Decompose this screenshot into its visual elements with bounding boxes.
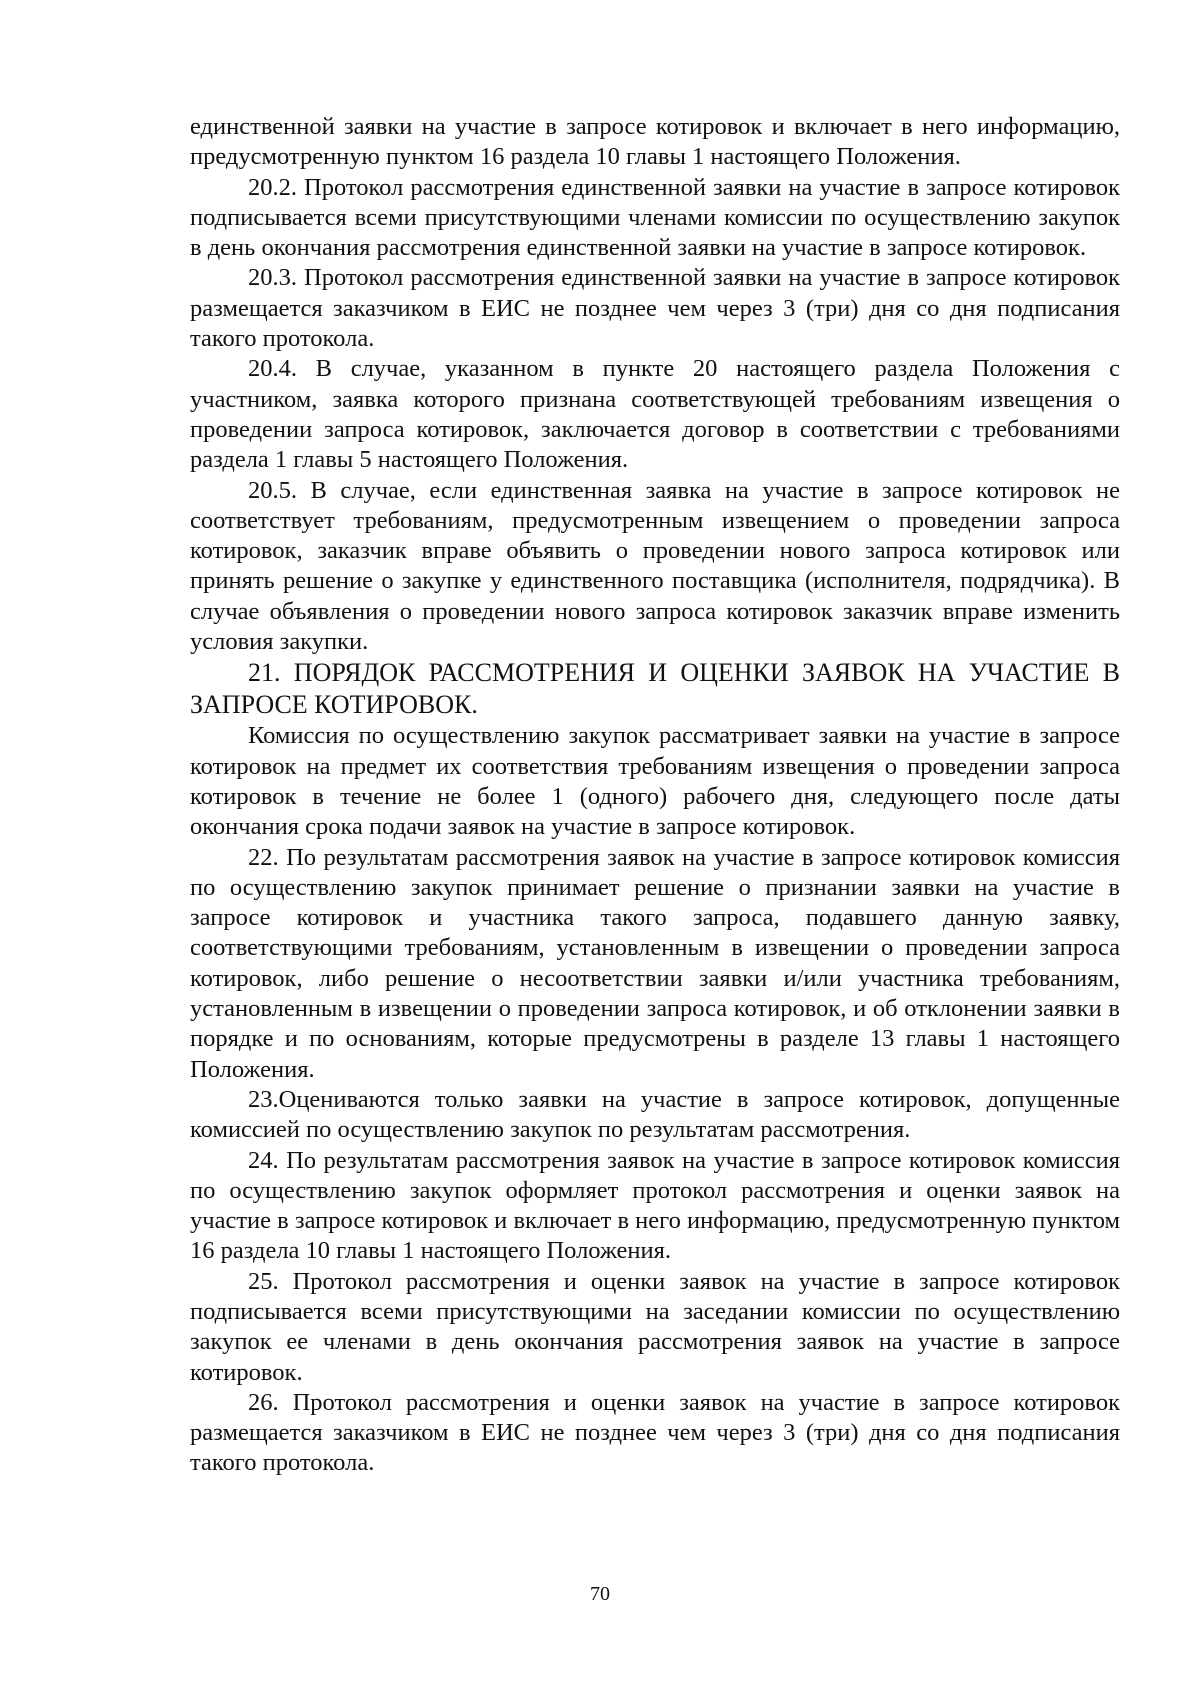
paragraph-20-2: 20.2. Протокол рассмотрения единственной заявки на участие в запросе котировок подписывается всеми присутствующими членами комиссии по осуществлению закупок в день окончания рассмотрения единственной заявки на участие в запросе котировок.: [190, 173, 1120, 262]
paragraph-24: 24. По результатам рассмотрения заявок на участие в запросе котировок комиссия по осуществлению закупок оформляет протокол рассмотрения и оценки заявок на участие в запросе котировок и включает в него информацию, предусмотренную пунктом 16 раздела 10 главы 1 настоящего Положения.: [190, 1146, 1120, 1265]
section-heading-21: 21. ПОРЯДОК РАССМОТРЕНИЯ И ОЦЕНКИ ЗАЯВОК НА УЧАСТИЕ В ЗАПРОСЕ КОТИРОВОК.: [190, 658, 1120, 720]
paragraph-20-3: 20.3. Протокол рассмотрения единственной заявки на участие в запросе котировок размещается заказчиком в ЕИС не позднее чем через 3 (три) дня со дня подписания такого протокола.: [190, 264, 1120, 353]
page-number: 70: [590, 1583, 610, 1605]
paragraph-22: 22. По результатам рассмотрения заявок на участие в запросе котировок комиссия по осуществлению закупок принимает решение о признании заявки на участие в запросе котировок и участника такого запроса, подавшего данную заявку, соответствующими требованиям, установленным в извещении о проведении запроса котировок, либо решение о несоответствии заявки и/или участника требованиям, установленным в извещении о проведении запроса котировок, и об отклонении заявки в порядке и по основаниям, которые предусмотрены в разделе 13 главы 1 настоящего Положения.: [190, 843, 1120, 1083]
paragraph-continuation: единственной заявки на участие в запросе котировок и включает в него информацию, предусмотренную пунктом 16 раздела 10 главы 1 настоящего Положения.: [190, 113, 1120, 171]
paragraph-23: 23.Оцениваются только заявки на участие в запросе котировок, допущенные комиссией по осуществлению закупок по результатам рассмотрения.: [190, 1085, 1120, 1144]
paragraph-20-4: 20.4. В случае, указанном в пункте 20 настоящего раздела Положения с участником, заявка которого признана соответствующей требованиям извещения о проведении запроса котировок, заключается договор в соответствии с требованиями раздела 1 главы 5 настоящего Положения.: [190, 355, 1120, 474]
paragraph-20-5: 20.5. В случае, если единственная заявка на участие в запросе котировок не соответствует требованиям, предусмотренным извещением о проведении запроса котировок, заказчик вправе объявить о проведении нового запроса котировок или принять решение о закупке у единственного поставщика (исполнителя, подрядчика). В случае объявления о проведении нового запроса котировок заказчик вправе изменить условия закупки.: [190, 476, 1120, 656]
paragraph-25: 25. Протокол рассмотрения и оценки заявок на участие в запросе котировок подписывается всеми присутствующими на заседании комиссии по осуществлению закупок ее членами в день окончания рассмотрения заявок на участие в запросе котировок.: [190, 1267, 1120, 1386]
document-body: [190, 112, 1120, 1479]
paragraph-26: 26. Протокол рассмотрения и оценки заявок на участие в запросе котировок размещается заказчиком в ЕИС не позднее чем через 3 (три) дня со дня подписания такого протокола.: [190, 1388, 1120, 1477]
paragraph-21-body: Комиссия по осуществлению закупок рассматривает заявки на участие в запросе котировок на предмет их соответствия требованиям извещения о проведении запроса котировок в течение не более 1 (одного) рабочего дня, следующего после даты окончания срока подачи заявок на участие в запросе котировок.: [190, 722, 1120, 841]
